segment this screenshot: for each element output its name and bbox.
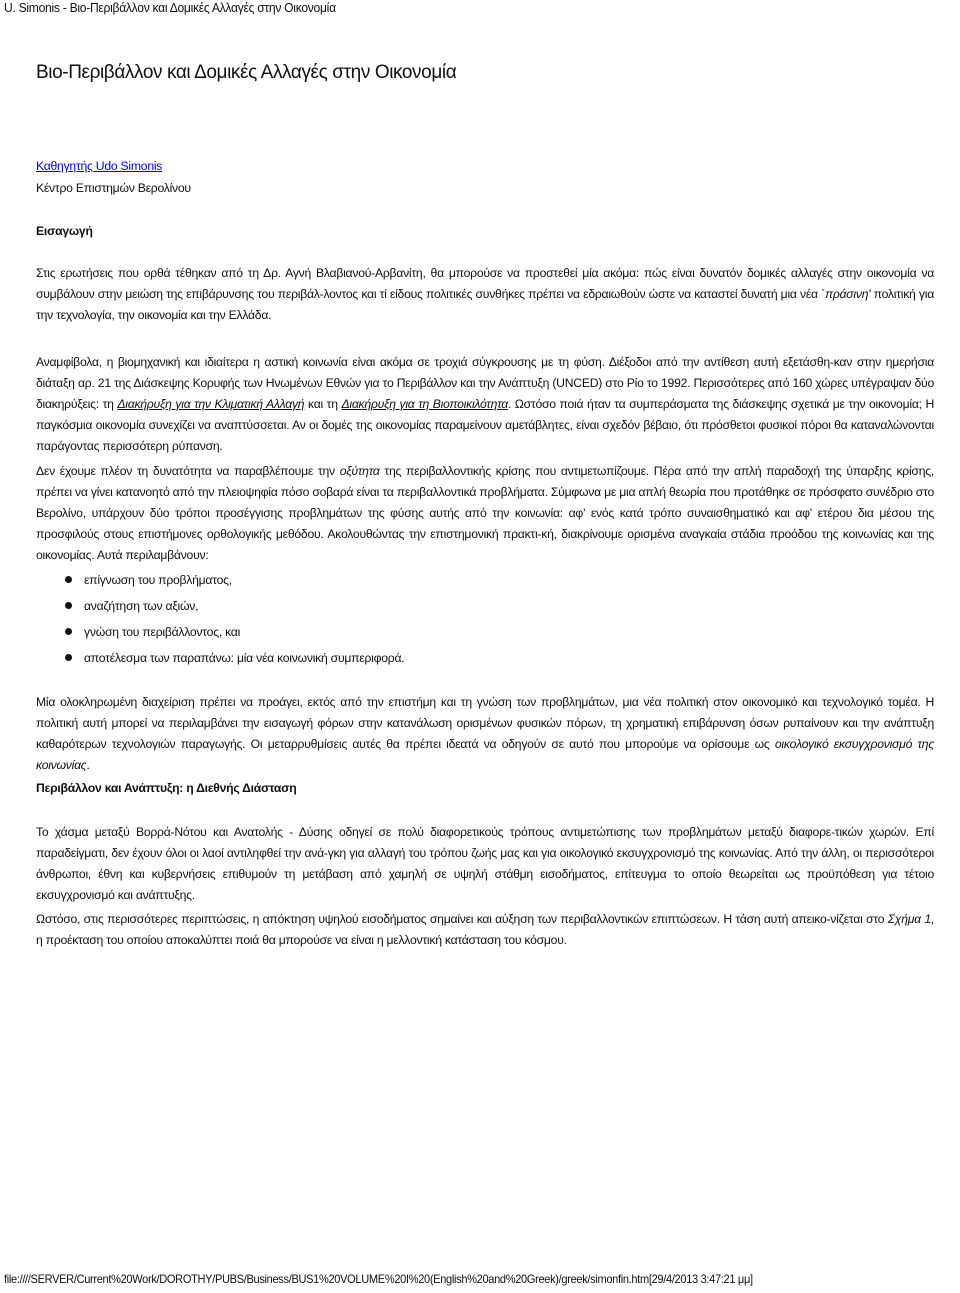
list-item: γνώση του περιβάλλοντος, και — [36, 622, 404, 648]
figure-reference: Σχήμα 1 — [887, 912, 931, 926]
progress-stages-list — [36, 570, 404, 674]
section-2-heading: Περιβάλλον και Ανάπτυξη: η Διεθνής Διάσταση — [36, 781, 297, 795]
paragraph-4: Μία ολοκληρωμένη διαχείριση πρέπει να προάγει, εκτός από την επιστήμη και τη γνώση των προβλημάτων, μια νέα πολιτική στον οικονομικό και τεχνολογικό τομέα. Η πολιτική αυτή μπορεί να περιλαμβάνει την εισαγωγή φόρων στην κατανάλωση ορισμένων φυσικών πόρων, τη χρηματική επιβάρυνση όσων ρυπαίνουν και την ανάπτυξη καθαρότερων τεχνολογιών παραγωγής. Οι μεταρρυθμίσεις αυτές θα πρέπει ιδεατά να οδηγούν σε αυτό που μπορούμε να ορίσουμε ως οικολογικό εκσυγχρονισμό της κοινωνίας. — [36, 695, 934, 772]
paragraph-5: Το χάσμα μεταξύ Βορρά-Νότου και Ανατολής - Δύσης οδηγεί σε πολύ διαφορετικούς τρόπους αντιμετώπισης των προβλημάτων μεταξύ διαφορε-τικών χωρών. Επί παραδείγματι, δεν έχουν όλοι οι λαοί αντιληφθεί την ανά-γκη για αλλαγή του τρόπου ζωής μας και για οικολογικό εκσυγχρονισμό της κοινωνίας. Από την άλλη, οι περισσότεροι άνθρωποι, έθνη και κυβερνήσεις επιθυμούν τη μετάβαση από χαμηλή σε υψηλή στάθμη εισοδήματος, επίτευγμα το οποίο θεωρείται ως προϋπόθεση για τέτοιο εκσυγχρονισμό και ανάπτυξης. — [36, 825, 934, 902]
page-footer-url: file:////SERVER/Current%20Work/DOROTHY/PUBS/Business/BUS1%20VOLUME%20I%20(English%20and%20Greek)/greek/simonfin.htm[29/4/2013 3:47:21 μμ] — [4, 1272, 753, 1286]
paragraph-6: Ωστόσο, στις περισσότερες περιπτώσεις, η απόκτηση υψηλού εισοδήματος σημαίνει και αύξηση των περιβαλλοντικών επιπτώσεων. Η τάση αυτή απεικο-νίζεται στο Σχήμα 1, η προέκταση του οποίου αποκαλύπτει ποιά θα μπορούσε να είναι η μελλοντική κατάσταση του κόσμου. — [36, 912, 934, 947]
ecological-modernization-term: οικολογικό εκσυγχρονισμό της κοινωνίας — [36, 737, 934, 772]
paragraph-2: Αναμφίβολα, η βιομηχανική και ιδιαίτερα η αστική κοινωνία είναι ακόμα σε τροχιά σύγκρουσης με τη φύση. Διέξοδοι από την αντίθεση αυτή εξετάσθη-καν στην ημερήσια διάταξη αρ. 21 της Διάσκεψης Κορυφής των Ηνωμένων Εθνών για το Περιβάλλον και την Ανάπτυξη (UNCED) στο Ρίο το 1992. Περισσότερες από 160 χώρες υπέγραψαν δύο διακηρύξεις: τη Διακήρυξη για την Κλιματική Αλλαγή και τη Διακήρυξη για τη Βιοποικιλότητα. Ωστόσο ποιά ήταν τα συμπεράσματα της διάσκεψης σχετικά με την οικονομία; Η παγκόσμια οικονομία συνεχίζει να αναπτύσσεται. Αν οι δομές της οικονομίας παραμείνουν αμετάβλητες, είναι σχεδόν βέβαιο, ότι πρόσθετοι φυσικοί πόροι θα καταναλώνονται παράγοντας περισσότερη ρύπανση. — [36, 355, 934, 453]
page-header-title: U. Simonis - Βιο-Περιβάλλον και Δομικές Αλλαγές στην Οικονομία — [4, 0, 336, 15]
document-title: Βιο-Περιβάλλον και Δομικές Αλλαγές στην Οικονομία — [36, 62, 457, 83]
author-institute: Κέντρο Επιστημών Βερολίνου — [36, 181, 191, 195]
list-item: αναζήτηση των αξιών, — [36, 596, 404, 622]
climate-declaration: Διακήρυξη για την Κλιματική Αλλαγή — [117, 397, 305, 411]
paragraph-3: Δεν έχουμε πλέον τη δυνατότητα να παραβλέπουμε την οξύτητα της περιβαλλοντικής κρίσης που αντιμετωπίζουμε. Πέρα από την απλή παραδοχή της ύπαρξης κρίσης, πρέπει να γίνει κατανοητό από την πλειοψηφία πόσο σοβαρά είναι τα περιβαλλοντικά προβλήματα. Σύμφωνα με μια απλή θεωρία που προτάθηκε σε πρόσφατο συνέδριο στο Βερολίνο, υπάρχουν δύο τρόποι προσέγγισης προβλημάτων της φύσης αυτής από την κοινωνία: αφ' ενός κατά τρόπο συναισθηματικό και αφ' ετέρου δια μέσου της προσφιλούς στους επιστήμονες ορθολογικής μεθόδου. Ακολουθώντας την επιστημονική πρακτι-κή, διακρίνουμε ορισμένα αναγκαία στάδια προόδου της κοινωνίας και της οικονομίας. Αυτά περιλαμβάνουν: — [36, 464, 934, 562]
green-term: πράσινη' — [824, 287, 871, 301]
list-item: επίγνωση του προβλήματος, — [36, 570, 404, 596]
list-item: αποτέλεσμα των παραπάνω: μία νέα κοινωνική συμπεριφορά. — [36, 648, 404, 674]
acuity-term: οξύτητα — [339, 464, 380, 478]
paragraph-1: Στις ερωτήσεις που ορθά τέθηκαν από τη Δρ. Αγνή Βλαβιανού-Αρβανίτη, θα μπορούσε να προστεθεί μία ακόμα: πώς είναι δυνατόν δομικές αλλαγές στην οικονομία να συμβάλουν στην μειώση της επιβάρυνσης του περιβάλ-λοντος και τί είδους πολιτικές συνθήκες πρέπει να εδραιωθούν ώστε να καταστεί δυνατή μια νέα `πράσινη' πολιτική για την τεχνολογία, την οικονομία και την Ελλάδα. — [36, 266, 934, 322]
author-link[interactable]: Καθηγητής Udo Simonis — [36, 159, 163, 173]
biodiversity-declaration: Διακήρυξη για τη Βιοποικιλότητα — [341, 397, 508, 411]
intro-heading: Εισαγωγή — [36, 224, 93, 238]
author-line — [36, 156, 162, 177]
